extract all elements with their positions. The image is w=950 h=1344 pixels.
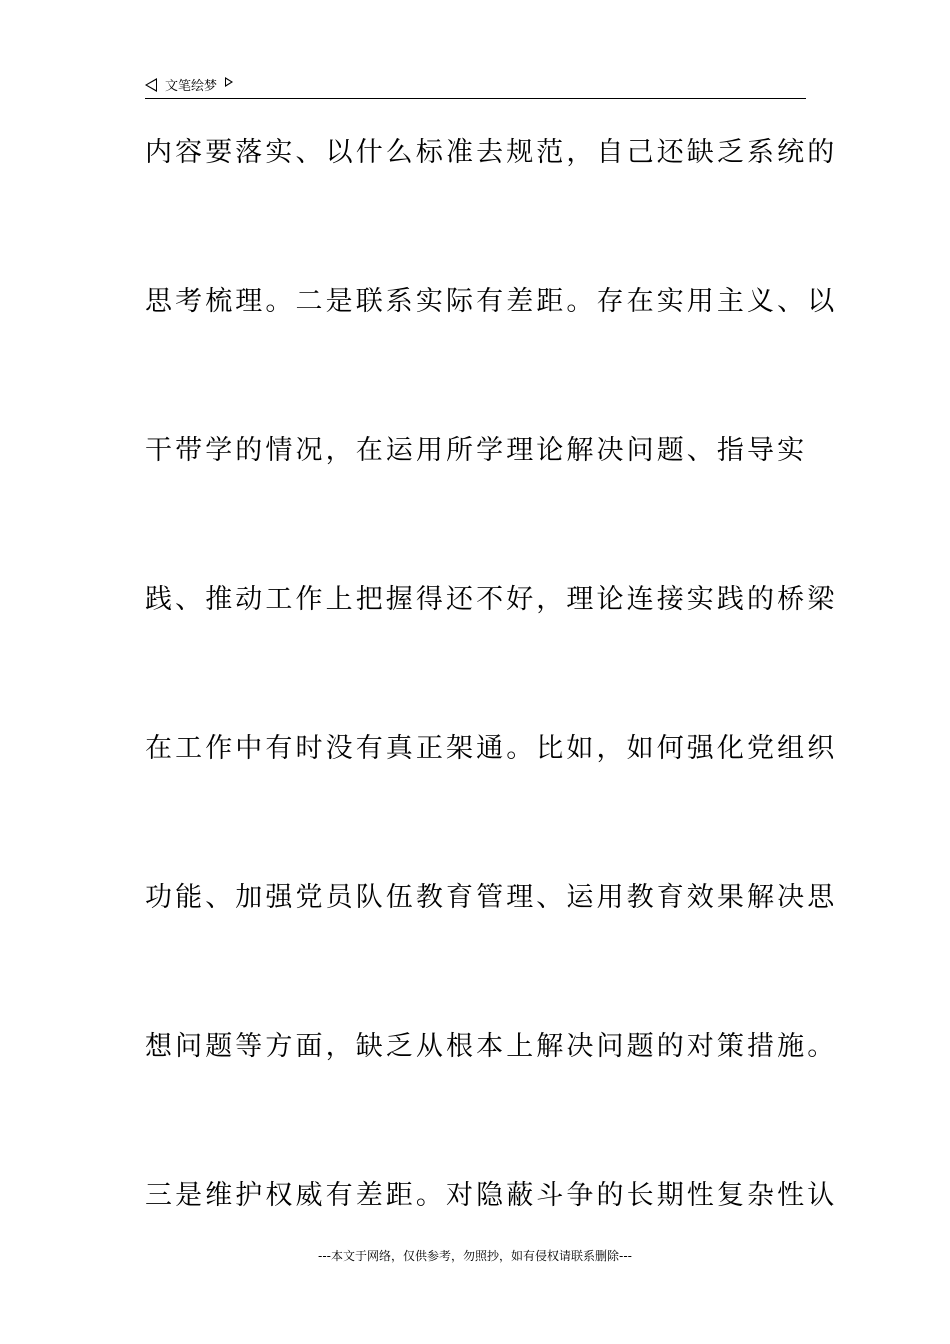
body-line: 内容要落实、以什么标准去规范，自己还缺乏系统的 bbox=[145, 137, 838, 168]
page-footer: ---本文于网络，仅供参考，勿照抄，如有侵权请联系删除--- bbox=[318, 1249, 632, 1263]
header-title: 文笔绘梦 bbox=[165, 79, 218, 94]
document-body bbox=[145, 130, 838, 1322]
header-brand bbox=[145, 75, 233, 94]
page-header bbox=[145, 72, 806, 99]
body-line: 思考梳理。二是联系实际有差距。存在实用主义、以 bbox=[145, 286, 838, 317]
body-line: 干带学的情况，在运用所学理论解决问题、指导实 bbox=[145, 435, 808, 466]
body-line: 功能、加强党员队伍教育管理、运用教育效果解决思 bbox=[145, 882, 838, 913]
body-line: 三是维护权威有差距。对隐蔽斗争的长期性复杂性认 bbox=[145, 1180, 838, 1211]
body-line: 想问题等方面，缺乏从根本上解决问题的对策措施。 bbox=[145, 1031, 838, 1062]
body-line: 践、推动工作上把握得还不好，理论连接实践的桥梁 bbox=[145, 584, 838, 615]
triangle-left-icon bbox=[145, 78, 157, 92]
body-line: 在工作中有时没有真正架通。比如，如何强化党组织 bbox=[145, 733, 838, 764]
triangle-right-icon bbox=[225, 77, 233, 87]
